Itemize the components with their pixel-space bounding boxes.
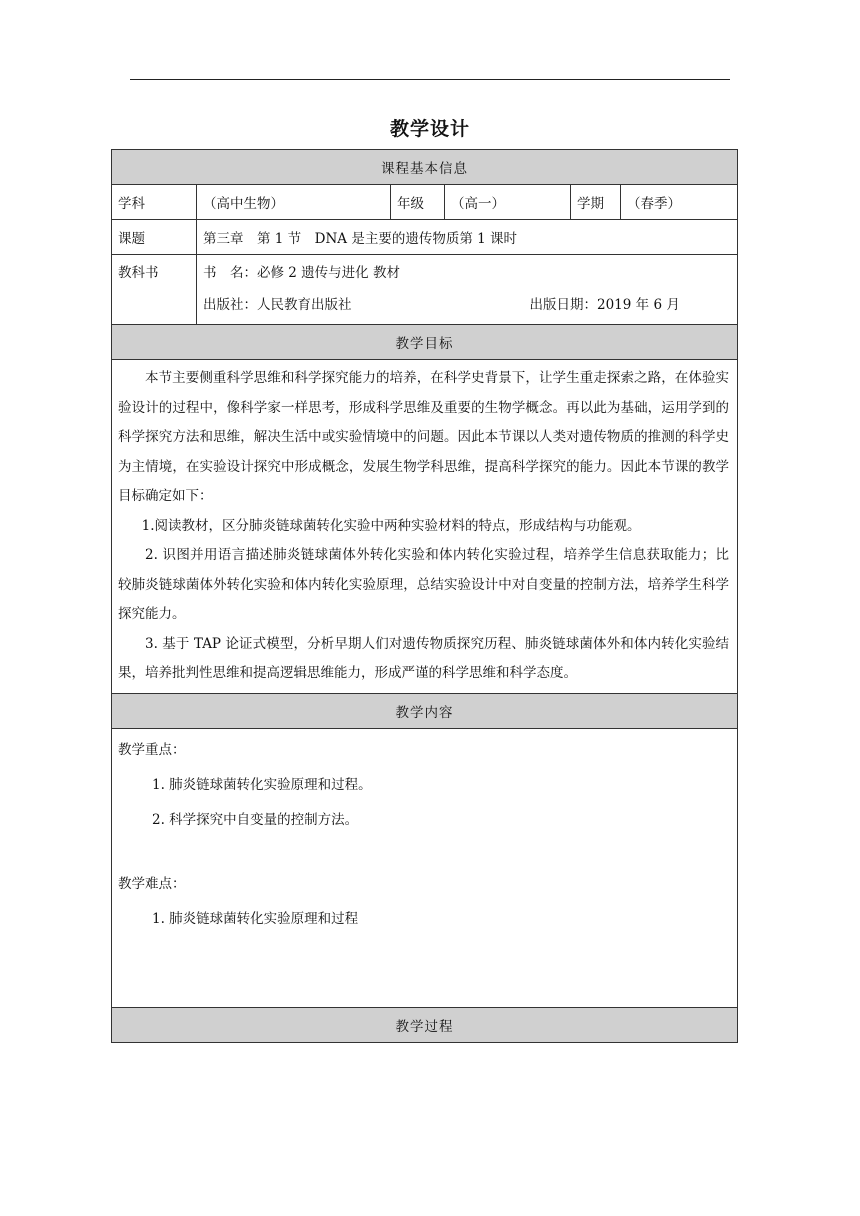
document-title: 教学设计 xyxy=(389,118,470,140)
section-header-objectives: 教学目标 xyxy=(112,325,738,360)
book-name: 书 名：必修 2 遗传与进化 教材 xyxy=(203,265,400,281)
key-point-1: 1. 肺炎链球菌转化实验原理和过程。 xyxy=(152,776,372,793)
textbook-label-text: 教科书 xyxy=(118,265,159,281)
key-points-label: 教学重点： xyxy=(118,741,186,758)
textbook-label xyxy=(112,255,197,325)
textbook-info xyxy=(197,255,738,325)
publisher-line xyxy=(203,289,731,321)
grade-value: （高一） xyxy=(445,185,571,220)
section-header-process: 教学过程 xyxy=(112,1007,738,1042)
subject-value: （高中生物） xyxy=(197,185,391,220)
publisher: 出版社：人民教育出版社 xyxy=(203,297,352,313)
term-value: （春季） xyxy=(621,185,738,220)
grade-label: 年级 xyxy=(391,185,445,220)
objective-item-1: 1.阅读教材，区分肺炎链球菌转化实验中两种实验材料的特点，形成结构与功能观。 xyxy=(141,517,641,534)
lesson-plan-table xyxy=(111,149,738,1043)
difficult-point-1: 1. 肺炎链球菌转化实验原理和过程 xyxy=(152,910,359,927)
publication-date: 出版日期：2019 年 6 月 xyxy=(529,297,680,313)
topic-label: 课题 xyxy=(112,220,197,255)
key-point-2: 2. 科学探究中自变量的控制方法。 xyxy=(152,811,359,828)
content-body xyxy=(112,728,738,1007)
difficult-points-label: 教学难点： xyxy=(118,875,186,892)
header-rule xyxy=(130,79,730,80)
topic-value: 第三章 第 1 节 DNA 是主要的遗传物质第 1 课时 xyxy=(197,220,738,255)
objective-item-3: 3. 基于 TAP 论证式模型，分析早期人们对遗传物质探究历程、肺炎链球菌体外和体内转化实验结果，培养批判性思维和提高逻辑思维能力，形成严谨的科学思维和科学态度。 xyxy=(118,635,730,681)
objective-item-2: 2. 识图并用语言描述肺炎链球菌体外转化实验和体内转化实验过程，培养学生信息获取能力；比较肺炎链球菌体外转化实验和体内转化实验原理，总结实验设计中对自变量的控制方法，培养学生科学探究能力。 xyxy=(118,547,730,622)
objectives-intro: 本节主要侧重科学思维和科学探究能力的培养，在科学史背景下，让学生重走探索之路，在体验实验设计的过程中，像科学家一样思考，形成科学思维及重要的生物学概念。再以此为基础，运用学到的科学探究方法和思维，解决生活中或实验情境中的问题。因此本节课以人类对遗传物质的推测的科学史为主情境，在实验设计探究中形成概念，发展生物学科思维，提高科学探究的能力。因此本节课的教学目标确定如下： xyxy=(118,370,730,504)
subject-label: 学科 xyxy=(112,185,197,220)
objectives-body xyxy=(112,360,738,694)
section-header-basic-info: 课程基本信息 xyxy=(112,150,738,185)
section-header-content: 教学内容 xyxy=(112,693,738,728)
term-label: 学期 xyxy=(571,185,621,220)
